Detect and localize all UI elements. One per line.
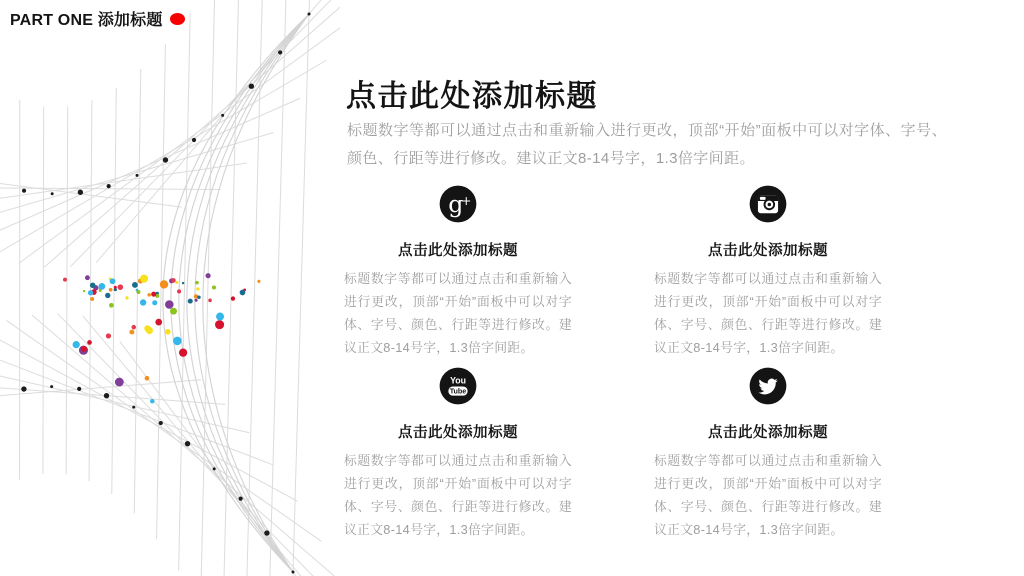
twitter-bird-icon: [747, 365, 789, 407]
card-body: 标题数字等都可以通过点击和重新输入进行更改，顶部“开始”面板中可以对字体、字号、颜色、行距等进行修改。建议正文8-14号字，1.3倍字间距。: [654, 453, 882, 538]
feature-card-instagram: [653, 183, 883, 365]
feature-card-twitter: [653, 365, 883, 547]
svg-text:Tube: Tube: [449, 387, 467, 396]
feature-grid: [343, 183, 883, 547]
card-title: 点击此处添加标题: [708, 425, 828, 441]
card-title: 点击此处添加标题: [708, 243, 828, 259]
card-title: 点击此处添加标题: [398, 243, 518, 259]
page-subtitle: 标题数字等都可以通过点击和重新输入进行更改，顶部“开始”面板中可以对字体、字号、颜色、行距等进行修改。建议正文8-14号字，1.3倍字间距。: [347, 122, 947, 167]
red-dot-accent-icon: [170, 13, 185, 25]
instagram-camera-icon: [747, 183, 789, 225]
card-body: 标题数字等都可以通过点击和重新输入进行更改，顶部“开始”面板中可以对字体、字号、颜色、行距等进行修改。建议正文8-14号字，1.3倍字间距。: [344, 271, 572, 356]
feature-card-google-plus: [343, 183, 573, 365]
card-title: 点击此处添加标题: [398, 425, 518, 441]
section-header: [10, 7, 185, 30]
network-string-art-decoration: [0, 0, 340, 576]
page-title: 点击此处添加标题: [346, 80, 598, 113]
google-plus-icon: [437, 183, 479, 225]
svg-text:+: +: [461, 193, 472, 208]
svg-text:You: You: [450, 375, 466, 386]
card-body: 标题数字等都可以通过点击和重新输入进行更改，顶部“开始”面板中可以对字体、字号、颜色、行距等进行修改。建议正文8-14号字，1.3倍字间距。: [654, 271, 882, 356]
feature-card-youtube: [343, 365, 573, 547]
youtube-icon: [437, 365, 479, 407]
svg-text:g: g: [448, 189, 464, 218]
card-body: 标题数字等都可以通过点击和重新输入进行更改，顶部“开始”面板中可以对字体、字号、颜色、行距等进行修改。建议正文8-14号字，1.3倍字间距。: [344, 453, 572, 538]
section-label: PART ONE 添加标题: [10, 12, 163, 29]
